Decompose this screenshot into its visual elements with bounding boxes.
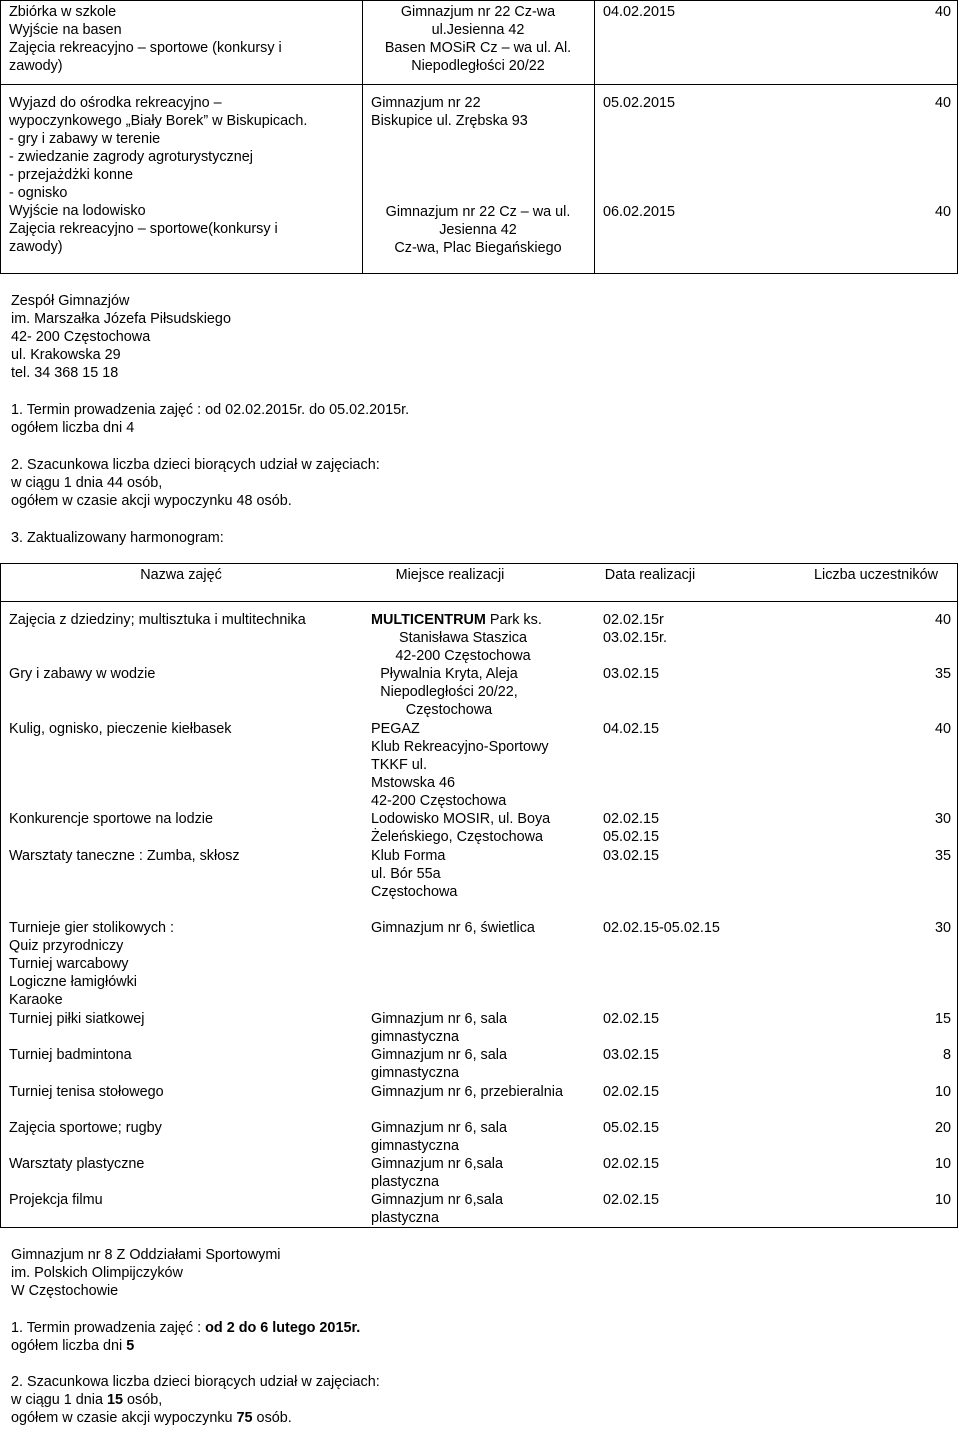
participant-count: 40 bbox=[934, 4, 951, 20]
activity-place: Pływalnia Kryta, Aleja Niepodległości 20/22, Częstochowa bbox=[380, 666, 518, 718]
activity-place: Gimnazjum nr 6, świetlica bbox=[371, 920, 535, 936]
activity-place: Gimnazjum nr 6, sala gimnastyczna bbox=[371, 1120, 507, 1154]
participant-count: 40 bbox=[934, 721, 951, 737]
activity-place: Lodowisko MOSIR, ul. Boya Żeleńskiego, Częstochowa bbox=[371, 811, 551, 845]
activity-name: Zbiórka w szkole Wyjście na basen Zajęcia rekreacyjno – sportowe (konkursy i zawody) bbox=[9, 4, 282, 74]
activity-date: 02.02.15 bbox=[603, 1156, 660, 1172]
activity-date: 02.02.15 bbox=[603, 1084, 660, 1100]
activity-place: Gimnazjum nr 22 Cz – wa ul. Jesienna 42 Cz-wa, Plac Biegańskiego bbox=[385, 204, 571, 256]
participant-count: 30 bbox=[934, 920, 951, 936]
table-border bbox=[957, 0, 958, 273]
activity-place: Klub Forma ul. Bór 55a Częstochowa bbox=[371, 848, 458, 900]
activity-date: 02.02.15r 03.02.15r. bbox=[603, 612, 668, 646]
activity-date: 02.02.15 bbox=[603, 1011, 660, 1027]
activity-place: Gimnazjum nr 22 Biskupice ul. Zrębska 93 bbox=[371, 95, 528, 129]
activity-date: 05.02.2015 bbox=[603, 95, 676, 111]
activity-place: Gimnazjum nr 6, sala gimnastyczna bbox=[371, 1047, 507, 1081]
participant-count: 40 bbox=[934, 612, 951, 628]
activity-term: 1. Termin prowadzenia zajęć : od 02.02.2015r. do 05.02.2015r. ogółem liczba dni 4 bbox=[11, 402, 410, 436]
activity-place: Gimnazjum nr 6,sala plastyczna bbox=[371, 1156, 503, 1190]
activity-name: Turnieje gier stolikowych : Quiz przyrodniczy Turniej warcabowy Logiczne łamigłówki Karaoke bbox=[9, 920, 175, 1008]
activity-place: MULTICENTRUM Park ks. Stanisława Staszica 42-200 Częstochowa bbox=[371, 612, 542, 664]
activity-date: 04.02.2015 bbox=[603, 4, 676, 20]
participant-estimate: 2. Szacunkowa liczba dzieci biorących udział w zajęciach: w ciągu 1 dnia 15 osób, ogółem w czasie akcji wypoczynku 75 osób. bbox=[11, 1374, 380, 1426]
table-border bbox=[0, 273, 958, 274]
activity-term: 1. Termin prowadzenia zajęć : od 2 do 6 lutego 2015r. ogółem liczba dni 5 bbox=[11, 1320, 361, 1354]
activity-date: 03.02.15 bbox=[603, 666, 660, 682]
activity-place: Gimnazjum nr 22 Cz-wa ul.Jesienna 42 Basen MOSiR Cz – wa ul. Al. Niepodległości 20/22 bbox=[384, 4, 572, 74]
participant-count: 10 bbox=[934, 1192, 951, 1208]
activity-place: PEGAZ Klub Rekreacyjno-Sportowy TKKF ul. Mstowska 46 42-200 Częstochowa bbox=[371, 721, 549, 809]
table-border bbox=[0, 0, 958, 1]
participant-count: 35 bbox=[934, 666, 951, 682]
schedule-title: 3. Zaktualizowany harmonogram: bbox=[11, 530, 224, 546]
activity-name: Turniej tenisa stołowego bbox=[9, 1084, 164, 1100]
participant-count: 40 bbox=[934, 204, 951, 220]
activity-place: Gimnazjum nr 6, przebieralnia bbox=[371, 1084, 563, 1100]
column-header-place: Miejsce realizacji bbox=[395, 567, 505, 583]
activity-date: 05.02.15 bbox=[603, 1120, 660, 1136]
activity-name: Warsztaty taneczne : Zumba, skłosz bbox=[9, 848, 240, 864]
activity-name: Konkurencje sportowe na lodzie bbox=[9, 811, 213, 827]
table-border bbox=[0, 84, 958, 85]
activity-name: Wyjazd do ośrodka rekreacyjno – wypoczynkowego „Biały Borek” w Biskupicach. - gry i zabawy w terenie - zwiedzanie zagrody agroturystycznej - przejażdżki konne - ognisko Wyjście na lodowisko Zajęcia rekreacyjno – sportowe(konkursy i zawody) bbox=[9, 95, 308, 255]
activity-date: 06.02.2015 bbox=[603, 204, 676, 220]
table-border bbox=[957, 563, 958, 1228]
activity-date: 02.02.15 bbox=[603, 1192, 660, 1208]
activity-date: 02.02.15-05.02.15 bbox=[603, 920, 720, 936]
table-border bbox=[0, 0, 1, 273]
participant-count: 35 bbox=[934, 848, 951, 864]
participant-count: 40 bbox=[934, 95, 951, 111]
activity-name: Turniej piłki siatkowej bbox=[9, 1011, 145, 1027]
activity-name: Gry i zabawy w wodzie bbox=[9, 666, 156, 682]
table-border bbox=[0, 563, 1, 1228]
activity-date: 03.02.15 bbox=[603, 1047, 660, 1063]
activity-name: Zajęcia sportowe; rugby bbox=[9, 1120, 162, 1136]
school-header: Gimnazjum nr 8 Z Oddziałami Sportowymi im. Polskich Olimpijczyków W Częstochowie bbox=[11, 1247, 281, 1299]
activity-name: Warsztaty plastyczne bbox=[9, 1156, 145, 1172]
activity-name: Zajęcia z dziedziny; multisztuka i multitechnika bbox=[9, 612, 306, 628]
school-header: Zespół Gimnazjów im. Marszałka Józefa Piłsudskiego 42- 200 Częstochowa ul. Krakowska 29 tel. 34 368 15 18 bbox=[11, 293, 231, 381]
activity-name: Kulig, ognisko, pieczenie kiełbasek bbox=[9, 721, 232, 737]
table-border bbox=[0, 601, 958, 602]
participant-estimate: 2. Szacunkowa liczba dzieci biorących udział w zajęciach: w ciągu 1 dnia 44 osób, ogółem w czasie akcji wypoczynku 48 osób. bbox=[11, 457, 380, 509]
participant-count: 30 bbox=[934, 811, 951, 827]
participant-count: 15 bbox=[934, 1011, 951, 1027]
activity-name: Turniej badmintona bbox=[9, 1047, 132, 1063]
activity-name: Projekcja filmu bbox=[9, 1192, 103, 1208]
column-header-name: Nazwa zajęć bbox=[140, 567, 222, 583]
participant-count: 8 bbox=[942, 1047, 951, 1063]
column-header-date: Data realizacji bbox=[604, 567, 696, 583]
activity-place: Gimnazjum nr 6,sala plastyczna bbox=[371, 1192, 503, 1226]
table-border bbox=[0, 563, 958, 564]
participant-count: 10 bbox=[934, 1084, 951, 1100]
activity-place: Gimnazjum nr 6, sala gimnastyczna bbox=[371, 1011, 507, 1045]
table-border bbox=[594, 0, 595, 273]
activity-date: 04.02.15 bbox=[603, 721, 660, 737]
activity-date: 02.02.15 05.02.15 bbox=[603, 811, 660, 845]
table-border bbox=[0, 1227, 958, 1228]
participant-count: 10 bbox=[934, 1156, 951, 1172]
column-header-count: Liczba uczestników bbox=[814, 567, 938, 583]
participant-count: 20 bbox=[934, 1120, 951, 1136]
activity-date: 03.02.15 bbox=[603, 848, 660, 864]
